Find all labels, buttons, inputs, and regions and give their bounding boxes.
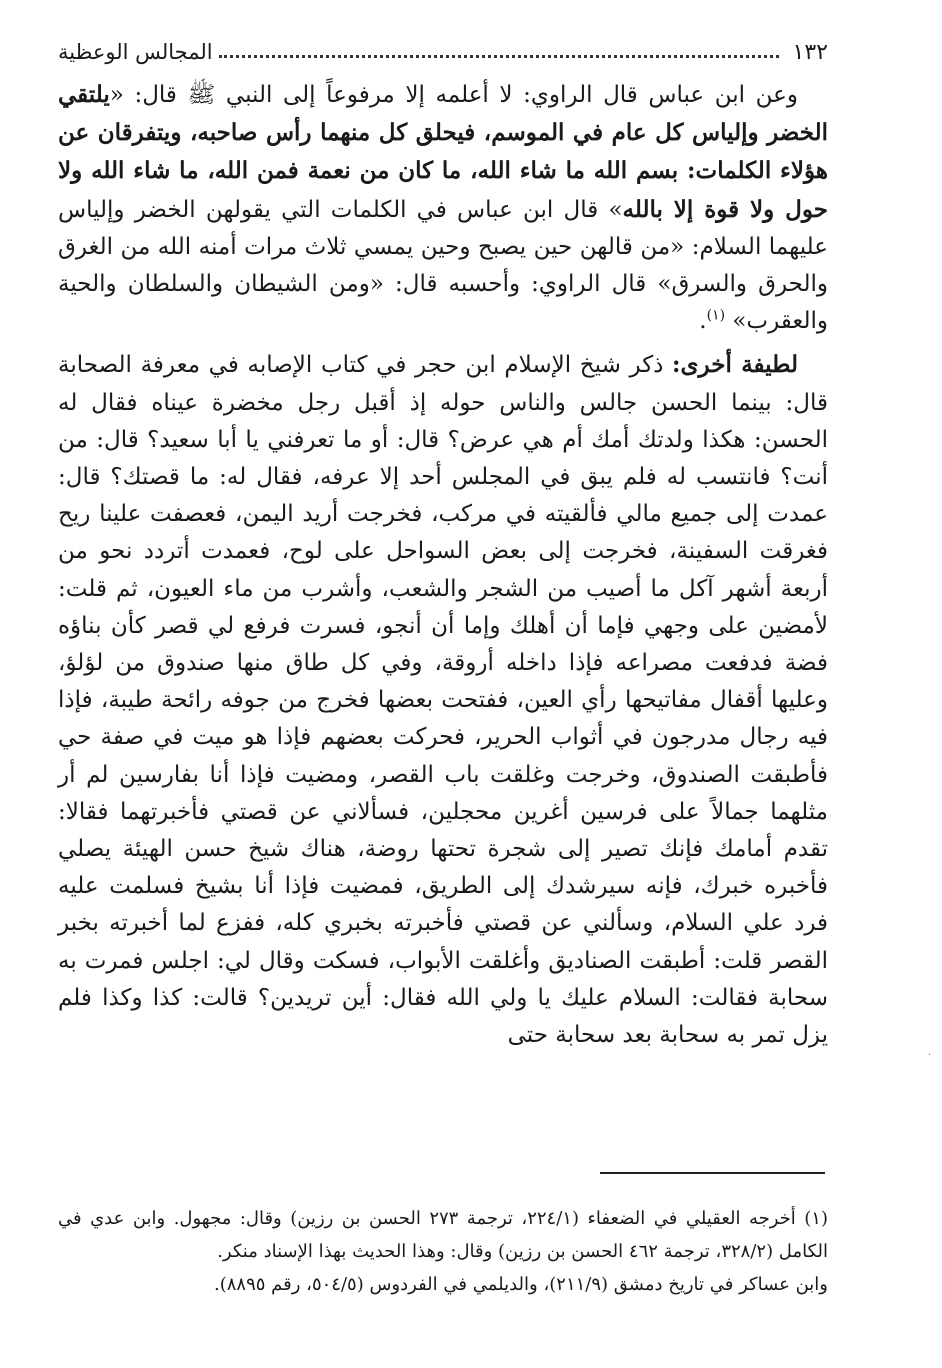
running-title: المجالس الوعظية	[58, 40, 213, 64]
hadith-intro: وعن ابن عباس قال الراوي: لا أعلمه إلا مرفوعاً إلى النبي ﷺ قال: «	[109, 82, 798, 108]
main-text	[58, 76, 828, 1054]
running-header	[58, 36, 828, 68]
section-lead-heading: لطيفة أخرى:	[672, 351, 798, 379]
hadith-bold-text: يلتقي الخضر وإلياس كل عام في الموسم، فيحلق كل منهما رأس صاحبه، ويتفرقان عن هؤلاء الكلمات: بسم الله ما شاء الله، ما كان من نعمة فمن الله، ما شاء الله ولا حول ولا قوة إلا بالله	[58, 81, 828, 223]
page-number: ١٣٢	[792, 39, 828, 65]
paragraph-end-period: .	[699, 308, 707, 335]
anecdote-text: ذكر شيخ الإسلام ابن حجر في كتاب الإصابه في معرفة الصحابة قال: بينما الحسن جالس والناس حوله إذ أقبل رجل مخضرة عيناه فقال له الحسن: هكذا ولدتك أمك أم هي عرض؟ قال: أو ما تعرفني يا أبا سعيد؟ قال: من أنت؟ فانتسب له فلم يبق في المجلس أحد إلا عرفه، فقال له: ما قصتك؟ قال: عمدت إلى جميع مالي فألقيته في مركب، فخرجت أريد اليمن، فعصفت علينا ريح فغرقت السفينة، فخرجت إلى بعض السواحل على لوح، فعمدت أتردد نحو من أربعة أشهر آكل ما أصيب من الشجر والشعب، وأشرب من ماء العيون، ثم قلت: لأمضين على وجهي فإما أن أهلك وإما أن أنجو، فسرت فرفع لي قصر كأن بناؤه فضة فدفعت مصراعه فإذا داخله أروقة، وفي كل طاق منها صندوق من لؤلؤ، وعليها أقفال مفاتيحها رأي العين، ففتحت بعضها فخرج من جوفه رائحة طيبة، فإذا فيه رجال مدرجون في أثواب الحرير، فحركت بعضهم فإذا هو ميت في صفة حي فأطبقت الصندوق، وخرجت وغلقت باب القصر، ومضيت فإذا أنا بفارسين لم أر مثلهما جمالاً على فرسين أغرين محجلين، فسألاني عن قصتي فأخبرتهما فقالا: تقدم أمامك فإنك تصير إلى شجرة تحتها روضة، هناك شيخ حسن الهيئة يصلي فأخبره خبرك، فإنه سيرشدك إلى الطريق، فمضيت فإذا أنا بشيخ فسلمت عليه فرد علي السلام، وسألني عن قصتي فأخبرته بخبري كله، ففزع لما أخبرته بخبر القصر قلت: أطبقت الصناديق وأغلقت الأبواب، فسكت وقال لي: اجلس فمرت به سحابة فقالت: السلام عليك يا ولي الله فقال: أين تريدين؟ قالت: كذا وكذا فلم يزل تمر به سحابة بعد سحابة حتى	[58, 352, 828, 1049]
scan-speck: ·	[928, 1050, 932, 1061]
header-dotted-leader	[219, 55, 779, 58]
hadith-continuation: » قال ابن عباس في الكلمات التي يقولهن الخضر وإلياس عليهما السلام: «من قالهن حين يصبح وحين يمسي ثلاث مرات أمنه الله من الغرق والحرق والسرق» قال الراوي: وأحسبه قال: «ومن الشيطان والسلطان والحية والعقرب»	[58, 196, 828, 335]
footnote-1	[58, 1202, 828, 1268]
footnote-separator	[600, 1172, 825, 1174]
footnote-1-continued	[58, 1268, 828, 1301]
footnotes	[58, 1202, 828, 1301]
footnote-reference[interactable]: (١)	[706, 307, 726, 324]
paragraph-hadith	[58, 76, 828, 340]
footnote-1-part-b: وابن عساكر في تاريخ دمشق (٢١١/٩)، والديلمي في الفردوس (٥٠٤/٥، رقم ٨٨٩٥).	[214, 1274, 828, 1295]
footnote-1-part-a: (١) أخرجه العقيلي في الضعفاء (٢٢٤/١، ترجمة ٢٧٣ الحسن بن رزين) وقال: مجهول. وابن عدي في الكامل (٣٢٨/٢، ترجمة ٤٦٢ الحسن بن رزين) وقال: وهذا الحديث بهذا الإسناد منكر.	[58, 1208, 828, 1262]
paragraph-anecdote	[58, 346, 828, 1054]
